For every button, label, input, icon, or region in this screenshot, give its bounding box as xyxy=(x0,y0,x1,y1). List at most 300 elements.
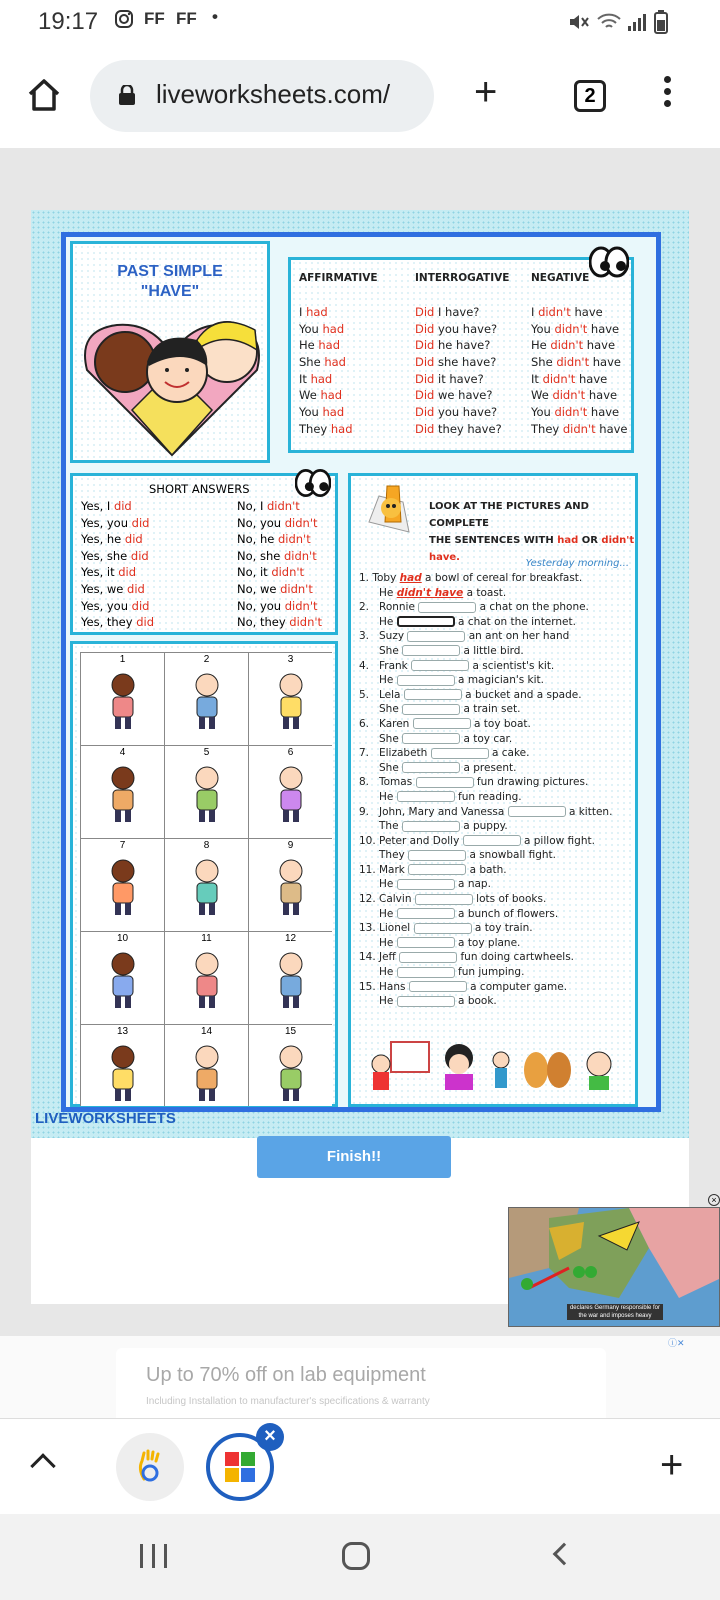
affirmative-column xyxy=(299,272,378,438)
negative-row xyxy=(531,421,628,438)
home-button-icon[interactable] xyxy=(342,1542,370,1570)
picture-number: 5 xyxy=(203,747,210,758)
child-illustration xyxy=(271,764,311,824)
negative-column xyxy=(531,272,628,438)
yes-answer-text: Yes, I xyxy=(81,499,114,513)
exercise-subject: Tomas xyxy=(379,776,413,789)
title-panel xyxy=(70,241,270,463)
interrogative-part: you have? xyxy=(434,321,498,336)
instruction-have: have. xyxy=(429,552,460,563)
picture-cell xyxy=(165,653,249,746)
exercise-object: a toy car. xyxy=(463,732,513,745)
exercise-number: 15. xyxy=(359,980,376,993)
recent-apps-icon[interactable] xyxy=(140,1544,170,1568)
exercise-subject: Ronnie xyxy=(379,601,415,614)
child-illustration xyxy=(271,950,311,1010)
tab-switcher-button[interactable]: 2 xyxy=(574,80,606,112)
exercise-object: a toy boat. xyxy=(474,717,531,730)
negative-part: didn't xyxy=(538,305,571,319)
yes-answer-text: Yes, you xyxy=(81,598,132,613)
address-bar[interactable] xyxy=(90,60,434,132)
exercise-number: 6. xyxy=(359,717,370,730)
no-answer-verb: didn't xyxy=(280,581,313,596)
negative-part: didn't xyxy=(542,371,576,386)
answer-input[interactable] xyxy=(399,952,457,963)
affirmative-row xyxy=(299,404,378,421)
more-menu-icon[interactable] xyxy=(664,76,672,112)
signal-icon xyxy=(626,12,648,37)
answer-input[interactable] xyxy=(414,923,472,934)
negative-header: NEGATIVE xyxy=(531,272,590,284)
close-tab-icon[interactable]: × xyxy=(256,1423,284,1451)
browser-toolbar xyxy=(0,44,720,148)
no-answer-row xyxy=(237,564,322,581)
picture-cell xyxy=(249,653,332,746)
picture-cell xyxy=(165,932,249,1025)
exercise-number: 2. xyxy=(359,601,370,614)
affirmative-part: You xyxy=(299,321,323,336)
exercise-row xyxy=(359,892,629,907)
exercise-number: 14. xyxy=(359,951,376,964)
title-line-2: "HAVE" xyxy=(140,283,200,300)
negative-row xyxy=(531,337,628,354)
exercise-object: lots of books. xyxy=(476,893,547,906)
exercise-object: a bunch of flowers. xyxy=(458,907,559,920)
no-answer-text: No, he xyxy=(237,532,278,547)
mute-icon xyxy=(568,12,590,37)
yes-answer-verb: did xyxy=(118,565,137,580)
no-answer-text: No, they xyxy=(237,615,290,630)
no-answer-verb: didn't xyxy=(284,515,318,530)
negative-part: have xyxy=(595,421,628,436)
exercise-row xyxy=(359,907,629,922)
affirmative-row xyxy=(299,387,378,404)
picture-number: 7 xyxy=(119,840,126,851)
answer-input[interactable] xyxy=(397,908,455,919)
no-answer-verb: didn't xyxy=(289,615,323,630)
interrogative-part: they have? xyxy=(434,421,502,436)
exercise-row xyxy=(359,600,629,615)
answer-input[interactable] xyxy=(408,850,466,861)
exercise-row xyxy=(359,936,629,951)
interrogative-part: Did xyxy=(415,388,435,403)
exercise-row xyxy=(359,790,629,805)
no-answer-row xyxy=(237,515,322,532)
no-answer-row xyxy=(237,498,322,515)
interrogative-row xyxy=(415,321,509,338)
banner-ad-subtitle: Including Installation to manufacturer's specifications & warranty xyxy=(146,1396,430,1407)
child-illustration xyxy=(187,764,227,824)
yes-answer-text: Yes, they xyxy=(81,615,137,630)
answer-input[interactable] xyxy=(407,631,465,642)
affirmative-part: It xyxy=(299,371,311,386)
pictures-panel xyxy=(70,641,338,1107)
picture-cell xyxy=(165,746,249,839)
exercise-object: a magician's kit. xyxy=(458,674,544,687)
exercise-object: a pillow fight. xyxy=(524,834,595,847)
exercise-number: 7. xyxy=(359,747,370,760)
system-navigation-bar xyxy=(0,1514,720,1600)
picture-number: 14 xyxy=(200,1026,213,1037)
yes-answer-verb: did xyxy=(124,532,143,547)
affirmative-row xyxy=(299,321,378,338)
negative-part: It xyxy=(531,371,543,386)
picture-number: 4 xyxy=(119,747,126,758)
child-illustration xyxy=(187,857,227,917)
no-answer-text: No, you xyxy=(237,515,285,530)
video-ad[interactable] xyxy=(508,1207,720,1327)
yes-answer-row xyxy=(81,614,154,631)
answer-input[interactable] xyxy=(402,704,460,715)
negative-row xyxy=(531,354,628,371)
no-answer-row xyxy=(237,548,322,565)
exercise-subject: He xyxy=(379,790,394,803)
exercise-row xyxy=(359,805,629,820)
answer-input[interactable] xyxy=(397,967,455,978)
exercise-row xyxy=(359,615,629,630)
example-answer: had xyxy=(399,572,422,584)
picture-number: 3 xyxy=(287,654,294,665)
yes-answer-row xyxy=(81,531,154,548)
yes-answer-text: Yes, it xyxy=(81,565,119,580)
new-tab-icon[interactable]: + xyxy=(660,1443,684,1487)
no-answer-text: No, it xyxy=(237,565,272,580)
exercise-object: an ant on her hand xyxy=(468,630,570,643)
answer-input[interactable] xyxy=(409,981,467,992)
interrogative-row xyxy=(415,387,509,404)
exercise-subject: He xyxy=(379,936,394,949)
exercise-subject: He xyxy=(379,615,394,628)
no-answer-row xyxy=(237,531,322,548)
exercise-subject: She xyxy=(379,644,399,657)
answer-input[interactable] xyxy=(416,777,474,788)
affirmative-part: had xyxy=(310,371,333,386)
interrogative-part: Did xyxy=(415,421,435,436)
exercise-subject: They xyxy=(379,849,405,862)
yes-answer-text: Yes, we xyxy=(81,581,128,596)
exercise-row xyxy=(359,834,629,849)
affirmative-part: had xyxy=(330,421,353,436)
answer-input[interactable] xyxy=(413,718,471,729)
title-line-1: PAST SIMPLE xyxy=(117,263,223,280)
answer-input[interactable] xyxy=(402,733,460,744)
picture-cell xyxy=(165,839,249,932)
negative-part: have xyxy=(570,305,603,319)
yes-answers xyxy=(81,498,154,631)
picture-number: 9 xyxy=(287,840,294,851)
child-illustration xyxy=(271,1043,311,1103)
picture-number: 8 xyxy=(203,840,210,851)
interrogative-part: I have? xyxy=(434,305,480,319)
negative-row xyxy=(531,321,628,338)
no-answer-text: No, she xyxy=(237,548,284,563)
exercise-subject: He xyxy=(379,995,394,1008)
exercise-subject: She xyxy=(379,703,399,716)
negative-row xyxy=(531,387,628,404)
answer-input[interactable] xyxy=(397,937,455,948)
answer-input[interactable] xyxy=(402,645,460,656)
interrogative-part: she have? xyxy=(434,355,497,370)
pictures-grid xyxy=(80,652,332,1106)
interrogative-part: Did xyxy=(415,371,435,386)
hand-logo-icon xyxy=(136,1449,164,1485)
dot-icon: • xyxy=(212,7,218,26)
picture-number: 12 xyxy=(284,933,297,944)
negative-part: have xyxy=(583,338,616,353)
child-illustration xyxy=(187,671,227,731)
exercise-number: 11. xyxy=(359,863,376,876)
child-illustration xyxy=(103,671,143,731)
negative-part: He xyxy=(531,338,551,353)
no-answer-row xyxy=(237,598,322,615)
live-logo-icon xyxy=(224,1451,256,1483)
affirmative-part: She xyxy=(299,355,325,370)
exercise-number: 10. xyxy=(359,834,376,847)
negative-part: didn't xyxy=(562,421,596,436)
negative-part: didn't xyxy=(554,321,588,336)
answer-input[interactable] xyxy=(415,894,473,905)
yes-answer-text: Yes, she xyxy=(81,548,131,563)
exercise-object: a kitten. xyxy=(568,805,613,818)
worksheet-card xyxy=(31,210,689,1304)
exercise-object: fun drawing pictures. xyxy=(476,776,589,789)
exercise-subject: Frank xyxy=(379,659,408,672)
interrogative-part: you have? xyxy=(434,405,498,420)
affirmative-row xyxy=(299,371,378,388)
back-icon[interactable] xyxy=(553,1543,576,1566)
picture-cell xyxy=(249,932,332,1025)
exercise-number: 13. xyxy=(359,922,376,935)
exercise-subject: Hans xyxy=(379,980,406,993)
negative-part: have xyxy=(585,388,618,403)
yes-answer-verb: did xyxy=(131,515,150,530)
answer-input[interactable] xyxy=(408,864,466,875)
negative-part: I xyxy=(531,305,539,319)
interrogative-row xyxy=(415,371,509,388)
exercise-object: a scientist's kit. xyxy=(472,659,555,672)
status-bar xyxy=(0,0,720,44)
exercise-object: a bath. xyxy=(469,863,507,876)
yes-answer-row xyxy=(81,498,154,515)
exercise-row xyxy=(359,702,629,717)
tab-thumbnail-active[interactable] xyxy=(206,1425,276,1501)
googly-eyes-icon xyxy=(295,466,331,500)
battery-icon xyxy=(654,10,668,39)
picture-number: 11 xyxy=(201,933,212,944)
picture-cell xyxy=(81,746,165,839)
picture-cell xyxy=(249,839,332,932)
answer-input[interactable] xyxy=(508,806,566,817)
negative-row xyxy=(531,304,628,321)
exercise-object: a toy train. xyxy=(474,922,533,935)
exercise-subtitle: Yesterday morning... xyxy=(525,558,629,569)
exercise-row xyxy=(359,848,629,863)
exercise-subject: The xyxy=(379,820,399,833)
web-page xyxy=(0,148,720,1388)
exercise-row xyxy=(359,994,629,1009)
negative-part: didn't xyxy=(552,388,586,403)
exercise-number: 8. xyxy=(359,776,370,789)
exercise-list xyxy=(359,552,629,1009)
negative-part: have xyxy=(575,371,608,386)
exercise-row xyxy=(359,688,629,703)
exercise-subject: Karen xyxy=(379,717,410,730)
ad-choices-icon[interactable]: ⓘ✕ xyxy=(668,1338,685,1348)
exercise-row xyxy=(359,819,629,834)
exercise-subject: Elizabeth xyxy=(379,747,428,760)
exercise-number: 4. xyxy=(359,659,370,672)
interrogative-row xyxy=(415,304,509,321)
banner-ad-title: Up to 70% off on lab equipment xyxy=(146,1364,426,1386)
banner-ad[interactable] xyxy=(0,1336,720,1418)
exercise-row xyxy=(359,673,629,688)
exercise-object: a bucket and a spade. xyxy=(465,688,582,701)
heart-children-illustration xyxy=(77,300,267,460)
interrogative-row xyxy=(415,404,509,421)
answer-input[interactable] xyxy=(463,835,521,846)
bottom-toolbar xyxy=(0,1418,720,1514)
picture-number: 6 xyxy=(287,747,294,758)
worksheet-title xyxy=(73,262,267,302)
chevron-up-icon[interactable] xyxy=(30,1453,55,1478)
exercise-subject: She xyxy=(379,732,399,745)
exercise-subject: He xyxy=(379,674,394,687)
answer-input[interactable] xyxy=(411,660,469,671)
exercise-subject: Lionel xyxy=(379,922,411,935)
yes-answer-row xyxy=(81,548,154,565)
exercise-row xyxy=(359,629,629,644)
negative-part: We xyxy=(531,388,553,403)
answer-input[interactable] xyxy=(397,675,455,686)
answer-input[interactable] xyxy=(397,791,455,802)
exercise-object: fun doing cartwheels. xyxy=(460,951,575,964)
close-icon[interactable]: × xyxy=(708,1194,720,1206)
instruction-line-1: LOOK AT THE PICTURES AND COMPLETE xyxy=(429,501,589,529)
exercise-subject: He xyxy=(379,878,394,891)
answer-input[interactable] xyxy=(404,689,462,700)
yes-answer-row xyxy=(81,564,154,581)
answer-input[interactable] xyxy=(418,602,476,613)
interrogative-part: we have? xyxy=(434,388,493,403)
exercise-object: a chat on the phone. xyxy=(479,601,589,614)
negative-part: You xyxy=(531,405,555,420)
instruction-or: OR xyxy=(578,535,602,546)
exercise-number: 5. xyxy=(359,688,370,701)
finish-button[interactable]: Finish!! xyxy=(257,1136,451,1178)
no-answer-row xyxy=(237,614,322,631)
exercise-subject: John, Mary and Vanessa xyxy=(379,805,505,818)
picture-number: 13 xyxy=(116,1026,129,1037)
pencil-mascot-illustration xyxy=(359,482,421,540)
child-illustration xyxy=(103,857,143,917)
no-answer-text: No, we xyxy=(237,581,281,596)
interrogative-row xyxy=(415,337,509,354)
picture-cell xyxy=(165,1025,249,1106)
negative-part: have xyxy=(589,355,621,370)
picture-cell xyxy=(81,932,165,1025)
exercise-subject: Mark xyxy=(379,863,405,876)
exercise-subject: Calvin xyxy=(379,893,412,906)
exercise-object: a snowball fight. xyxy=(469,849,557,862)
example-row: 1. Toby had a bowl of cereal for breakfast. xyxy=(359,572,583,584)
home-icon[interactable] xyxy=(26,78,62,112)
interrogative-part: Did xyxy=(415,305,435,319)
answer-input[interactable] xyxy=(431,748,489,759)
instagram-icon xyxy=(114,9,134,34)
yes-answer-verb: did xyxy=(136,615,155,630)
exercise-row xyxy=(359,965,629,980)
exercise-object: fun jumping. xyxy=(458,966,525,979)
answer-input[interactable] xyxy=(397,616,455,627)
short-answers-title: SHORT ANSWERS xyxy=(149,482,250,496)
lock-icon xyxy=(118,85,136,105)
affirmative-part: They xyxy=(299,421,331,436)
exercise-number: 12. xyxy=(359,893,376,906)
tab-thumbnail[interactable] xyxy=(116,1433,184,1501)
child-illustration xyxy=(187,950,227,1010)
no-answer-verb: didn't xyxy=(267,499,300,513)
notification-label: FF xyxy=(144,9,165,28)
negative-row xyxy=(531,404,628,421)
answer-input[interactable] xyxy=(397,996,455,1007)
negative-part: You xyxy=(531,321,555,336)
instruction-didnt: didn't xyxy=(601,535,635,546)
exercise-object: a train set. xyxy=(463,703,521,716)
exercise-row xyxy=(359,717,629,732)
new-tab-icon[interactable]: + xyxy=(474,70,498,114)
banner-ad-card[interactable] xyxy=(116,1348,606,1428)
picture-number: 1 xyxy=(119,654,126,665)
exercise-subject: He xyxy=(379,966,394,979)
answer-input[interactable] xyxy=(402,762,460,773)
picture-number: 10 xyxy=(116,933,129,944)
child-illustration xyxy=(103,1043,143,1103)
yes-answer-row xyxy=(81,598,154,615)
no-answer-verb: didn't xyxy=(284,598,318,613)
yes-answer-verb: did xyxy=(127,581,145,596)
exercise-row xyxy=(359,980,629,995)
exercise-object: a toy plane. xyxy=(458,936,521,949)
exercise-object: a computer game. xyxy=(470,980,568,993)
exercise-subject: Suzy xyxy=(379,630,405,643)
affirmative-part: We xyxy=(299,388,321,403)
no-answer-verb: didn't xyxy=(277,532,311,547)
interrogative-part: he have? xyxy=(434,338,491,353)
exercise-object: a puppy. xyxy=(463,820,508,833)
yes-answer-text: Yes, he xyxy=(81,532,125,547)
exercise-row xyxy=(359,644,629,659)
yes-answer-verb: did xyxy=(130,548,149,563)
exercise-row xyxy=(359,746,629,761)
yes-answer-verb: did xyxy=(131,598,150,613)
exercise-row xyxy=(359,877,629,892)
wifi-icon xyxy=(596,12,622,37)
children-activities-illustration xyxy=(361,1036,631,1096)
exercise-row xyxy=(359,732,629,747)
exercise-row xyxy=(359,863,629,878)
child-illustration xyxy=(103,764,143,824)
exercise-panel xyxy=(348,473,638,1107)
exercise-object: a chat on the internet. xyxy=(458,615,576,628)
answer-input[interactable] xyxy=(402,821,460,832)
picture-number: 15 xyxy=(284,1026,297,1037)
instruction-line-2: THE SENTENCES WITH xyxy=(429,535,558,546)
answer-input[interactable] xyxy=(397,879,455,890)
child-illustration xyxy=(271,671,311,731)
negative-part: didn't xyxy=(554,405,588,420)
negative-part: didn't xyxy=(556,355,590,370)
picture-cell xyxy=(249,1025,332,1106)
